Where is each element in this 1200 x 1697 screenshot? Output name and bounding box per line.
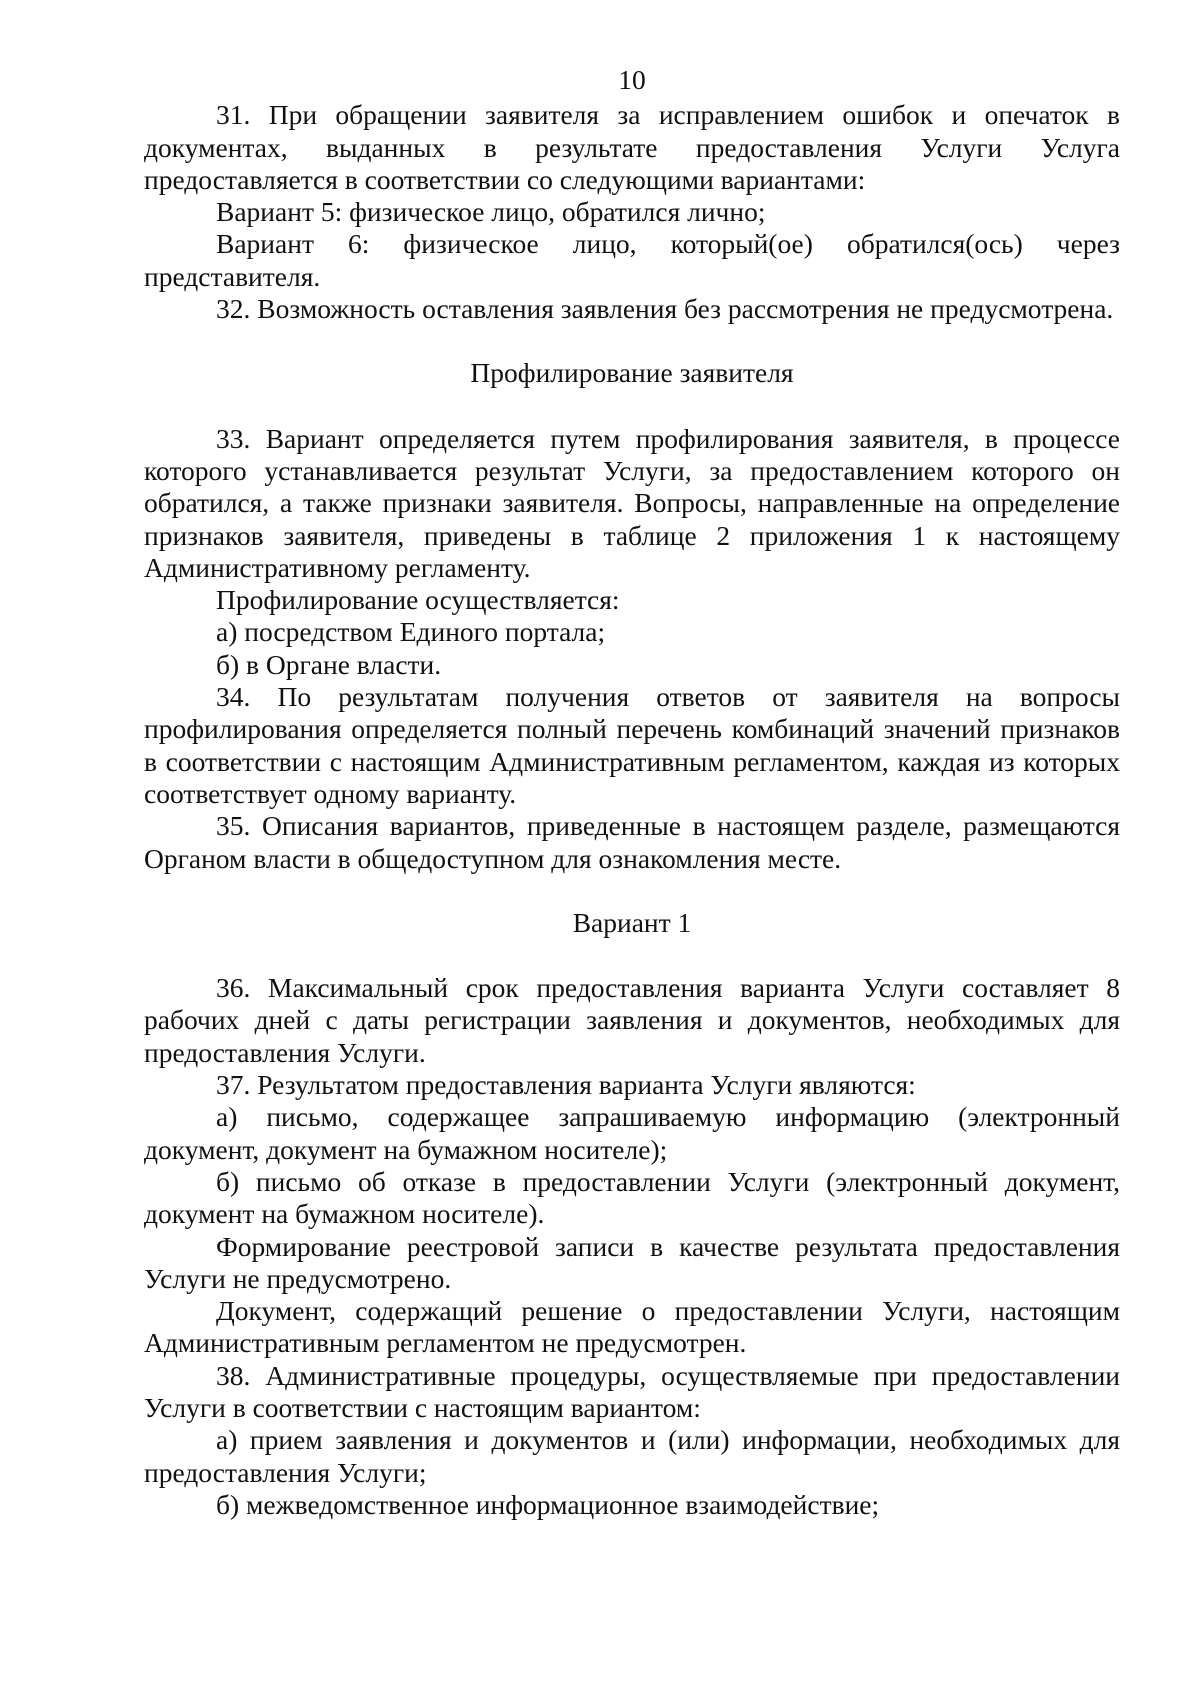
profiling-intro: Профилирование осуществляется: <box>216 584 620 616</box>
result-item-a: а) письмо, содержащее запрашиваемую информацию (электронный документ, документ на бумажном носителе); <box>144 1101 1120 1165</box>
option-5: Вариант 5: физическое лицо, обратился лично; <box>216 196 766 228</box>
procedure-item-b: б) межведомственное информационное взаимодействие; <box>216 1488 880 1520</box>
registry-note: Формирование реестровой записи в качестве результата предоставления Услуги не предусмотрено. <box>144 1230 1120 1294</box>
option-6: Вариант 6: физическое лицо, который(ое) обратился(ось) через представителя. <box>144 228 1120 292</box>
paragraph-32: 32. Возможность оставления заявления без рассмотрения не предусмотрена. <box>216 293 1114 325</box>
paragraph-35: 35. Описания вариантов, приведенные в настоящем разделе, размещаются Органом власти в общедоступном для ознакомления месте. <box>144 810 1120 874</box>
procedure-item-a: а) прием заявления и документов и (или) информации, необходимых для предоставления Услуги; <box>144 1424 1120 1488</box>
paragraph-31: 31. При обращении заявителя за исправлением ошибок и опечаток в документах, выданных в результате предоставления Услуги Услуга предоставляется в соответствии со следующими вариантами: <box>144 99 1120 195</box>
paragraph-38: 38. Административные процедуры, осуществляемые при предоставлении Услуги в соответствии с настоящим вариантом: <box>144 1359 1120 1423</box>
section-heading-variant-1: Вариант 1 <box>572 906 692 938</box>
paragraph-36: 36. Максимальный срок предоставления варианта Услуги составляет 8 рабочих дней с даты регистрации заявления и документов, необходимых для предоставления Услуги. <box>144 972 1120 1068</box>
result-item-b: б) письмо об отказе в предоставлении Услуги (электронный документ, документ на бумажном носителе). <box>144 1165 1120 1230</box>
list-item-a: а) посредством Единого портала; <box>216 616 606 648</box>
document-page <box>144 64 1120 1664</box>
page-number: 10 <box>618 64 646 95</box>
paragraph-34: 34. По результатам получения ответов от заявителя на вопросы профилирования определяется полный перечень комбинаций значений признаков в соответствии с настоящим Административным регламентом, каждая из которых соответствует одному варианту. <box>144 681 1120 809</box>
paragraph-33: 33. Вариант определяется путем профилирования заявителя, в процессе которого устанавливается результат Услуги, за предоставлением которого он обратился, а также признаки заявителя. Вопросы, направленные на определение признаков заявителя, приведены в таблице 2 приложения 1 к настоящему Административному регламенту. <box>144 422 1120 583</box>
paragraph-37: 37. Результатом предоставления варианта Услуги являются: <box>216 1069 916 1101</box>
list-item-b: б) в Органе власти. <box>216 648 442 680</box>
section-heading-profiling: Профилирование заявителя <box>470 357 794 389</box>
decision-note: Документ, содержащий решение о предоставлении Услуги, настоящим Административным регламентом не предусмотрен. <box>144 1295 1120 1359</box>
